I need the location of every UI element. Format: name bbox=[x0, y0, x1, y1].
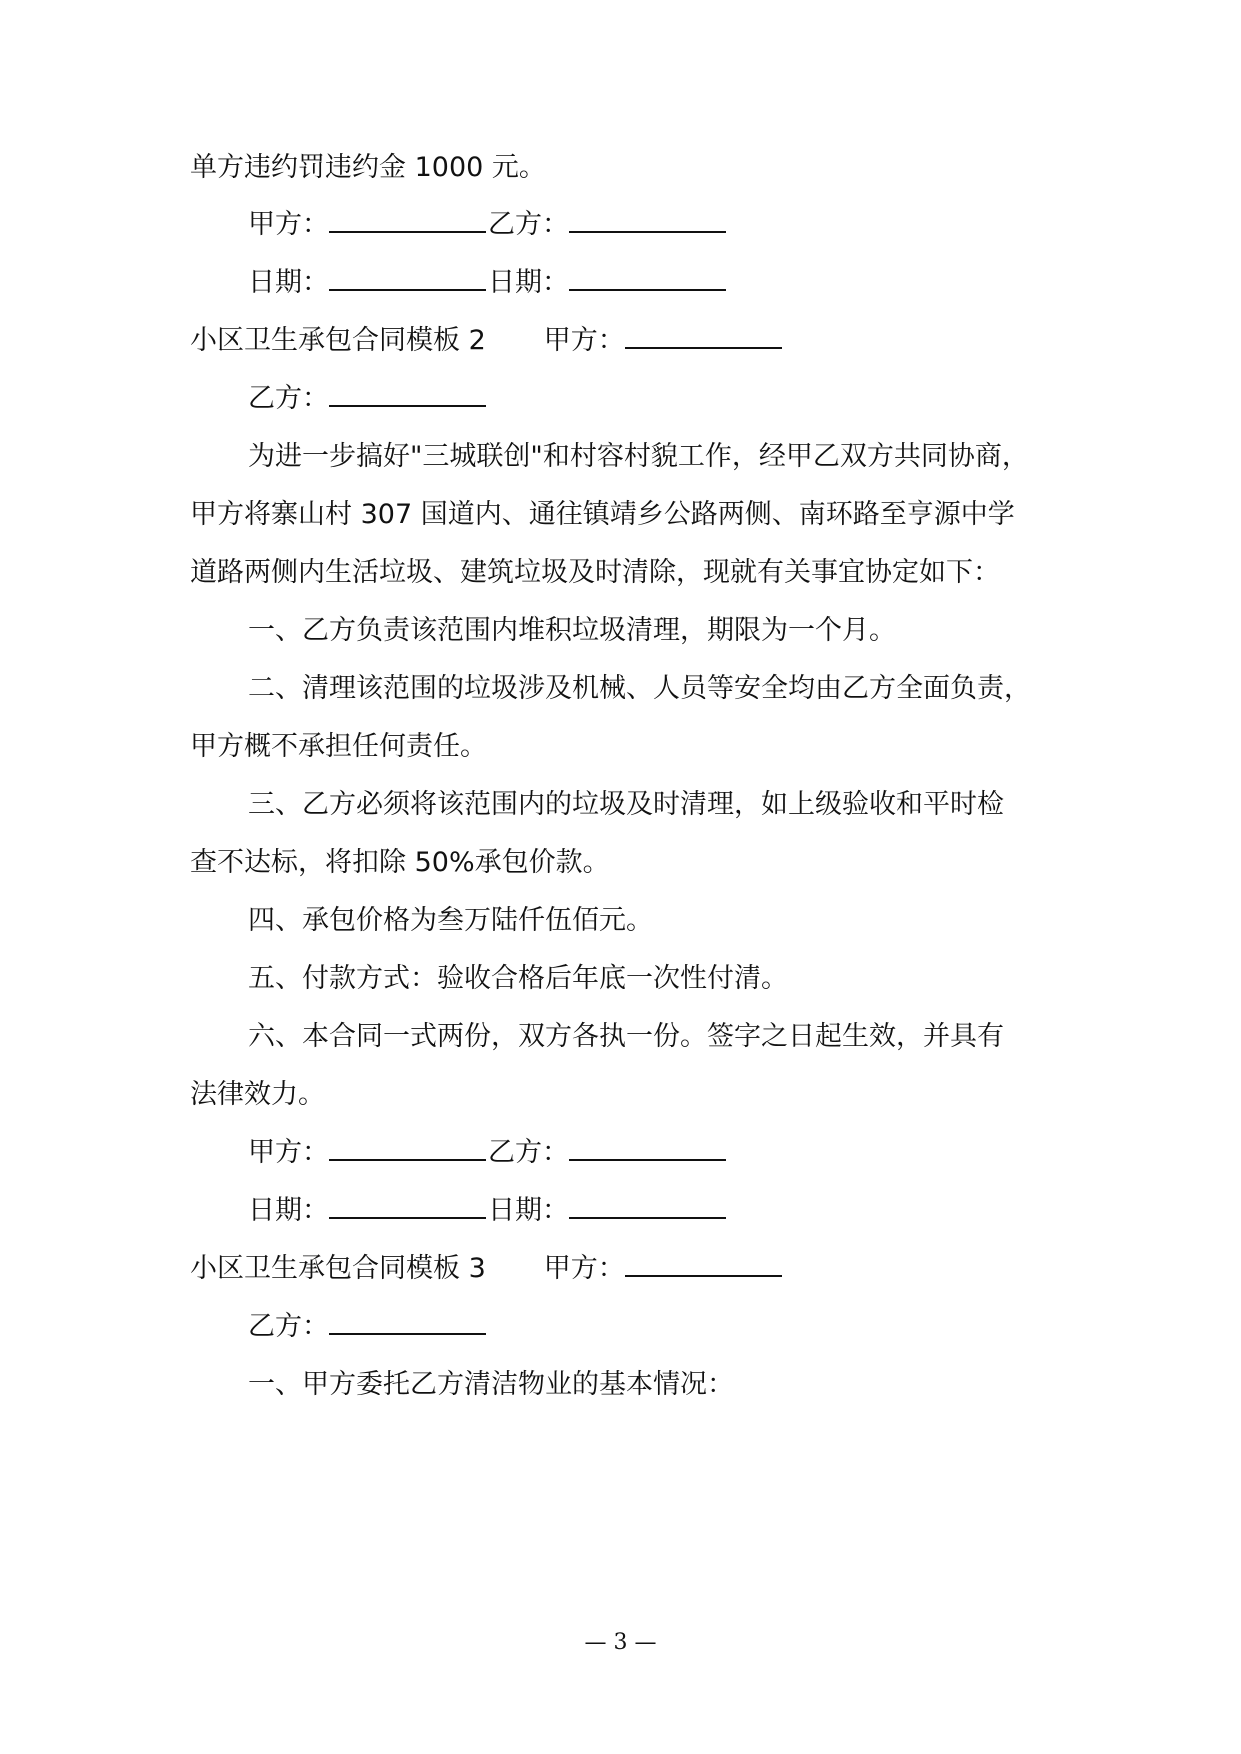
party-b-label: 乙方： bbox=[488, 209, 569, 240]
date-blank-a[interactable] bbox=[329, 267, 486, 291]
clause-text: 单方违约罚违约金 1000 元。 bbox=[190, 152, 546, 183]
date-label-a: 日期： bbox=[248, 267, 329, 298]
page-number: — 3 — bbox=[584, 1630, 657, 1655]
template-3-title: 小区卫生承包合同模板 3 bbox=[190, 1253, 486, 1284]
clause-1: 一、乙方负责该范围内堆积垃圾清理，期限为一个月。 bbox=[248, 615, 896, 646]
party-a-label: 甲方： bbox=[248, 209, 329, 240]
date-blank-b[interactable] bbox=[569, 267, 726, 291]
paragraph-text: 道路两侧内生活垃圾、建筑垃圾及时清除，现就有关事宜协定如下： bbox=[190, 557, 1000, 588]
paragraph-text: 甲方将寨山村 307 国道内、通往镇靖乡公路两侧、南环路至亨源中学 bbox=[190, 499, 1015, 530]
clause-5: 五、付款方式：验收合格后年底一次性付清。 bbox=[248, 963, 788, 994]
party-b-label: 乙方： bbox=[248, 383, 329, 414]
party-b-blank[interactable] bbox=[569, 209, 726, 233]
party-b-row bbox=[248, 379, 1241, 419]
clause-6-cont: 法律效力。 bbox=[190, 1079, 325, 1110]
date-row-2 bbox=[248, 1191, 1241, 1231]
party-a-label: 甲方： bbox=[543, 325, 625, 356]
clause-3-cont: 查不达标，将扣除 50%承包价款。 bbox=[190, 847, 610, 878]
party-b-label: 乙方： bbox=[488, 1137, 569, 1168]
clause-2-cont: 甲方概不承担任何责任。 bbox=[190, 731, 487, 762]
date-blank-a[interactable] bbox=[329, 1195, 486, 1219]
party-b-blank[interactable] bbox=[329, 383, 486, 407]
signature-row-2 bbox=[248, 1133, 1241, 1173]
party-a-label: 甲方： bbox=[248, 1137, 329, 1168]
party-a-blank[interactable] bbox=[329, 1137, 486, 1161]
date-label-b: 日期： bbox=[488, 267, 569, 298]
party-a-blank[interactable] bbox=[625, 1253, 782, 1277]
clause-3: 三、乙方必须将该范围内的垃圾及时清理，如上级验收和平时检 bbox=[248, 789, 1004, 820]
party-b-blank[interactable] bbox=[329, 1311, 486, 1335]
clause-6: 六、本合同一式两份，双方各执一份。签字之日起生效，并具有 bbox=[248, 1021, 1004, 1052]
template-3-heading-row bbox=[190, 1249, 1241, 1289]
signature-row-1 bbox=[248, 205, 1241, 245]
party-a-label: 甲方： bbox=[543, 1253, 625, 1284]
template-2-title: 小区卫生承包合同模板 2 bbox=[190, 325, 486, 356]
template-2-heading-row bbox=[190, 321, 1241, 361]
date-label-a: 日期： bbox=[248, 1195, 329, 1226]
date-label-b: 日期： bbox=[488, 1195, 569, 1226]
section-heading: 一、甲方委托乙方清洁物业的基本情况： bbox=[248, 1369, 734, 1400]
date-row-1 bbox=[248, 263, 1241, 303]
paragraph-text: 为进一步搞好"三城联创"和村容村貌工作，经甲乙双方共同协商， bbox=[248, 441, 1029, 472]
party-b-label: 乙方： bbox=[248, 1311, 329, 1342]
party-b-blank[interactable] bbox=[569, 1137, 726, 1161]
party-a-blank[interactable] bbox=[625, 325, 782, 349]
date-blank-b[interactable] bbox=[569, 1195, 726, 1219]
clause-4: 四、承包价格为叁万陆仟伍佰元。 bbox=[248, 905, 653, 936]
clause-2: 二、清理该范围的垃圾涉及机械、人员等安全均由乙方全面负责， bbox=[248, 673, 1031, 704]
party-a-blank[interactable] bbox=[329, 209, 486, 233]
party-b-row bbox=[248, 1307, 1241, 1347]
